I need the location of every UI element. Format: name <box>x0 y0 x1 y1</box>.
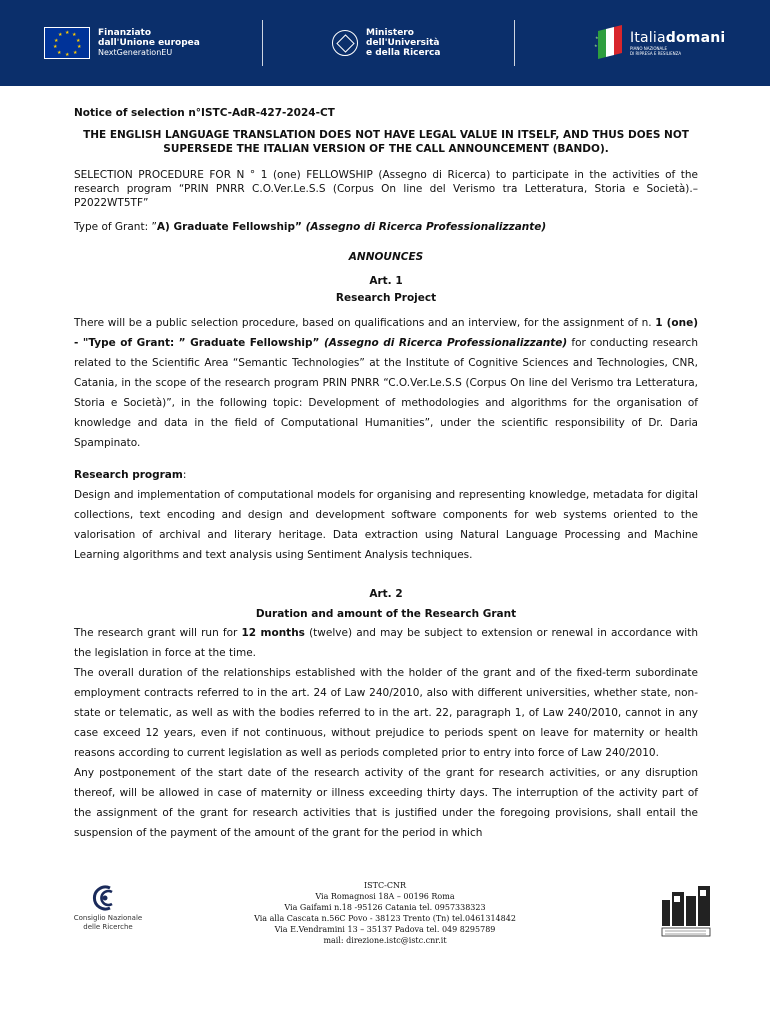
cnr-line-2: delle Ricerche <box>83 923 133 931</box>
eu-flag-icon: ★ ★ ★ ★ ★ ★ ★ ★ ★ ★ <box>44 27 90 59</box>
svg-text:★: ★ <box>594 43 598 48</box>
mur-line-3: e della Ricerca <box>366 48 441 58</box>
eu-line-2: dall'Unione europea <box>98 38 200 48</box>
art2-paragraph-1 <box>74 623 698 663</box>
announces-heading: ANNOUNCES <box>348 251 424 263</box>
art2-paragraph-2: The overall duration of the relationships established with the holder of the grant and of the fixed-term subordinate employment contracts referred to in the art. 24 of Law 240/2010, also with different universities, whether state, non-state or telematic, as well as with the bodies referred to in the art. 22, paragraph 1, of Law 240/2010, cannot in any case exceed 12 years, even if not continuous, without prejudice to periods spent on leave for maternity or health reasons according to current legislation as well as periods completed prior to entry into force of Law 240/2010. <box>74 667 698 759</box>
page-footer <box>0 878 770 968</box>
italy-flag-icon <box>594 25 624 61</box>
mur-text <box>366 28 440 58</box>
notice-heading: Notice of selection n°ISTC-AdR-427-2024-CT <box>74 107 335 119</box>
istc-address-block <box>210 880 560 946</box>
research-program-text: Design and implementation of computational models for organising and representing knowledge, metadata for digital collections, text encoding and design and development software components for web systems oriented to the valorisation of archival and literary heritage. Data extraction using Natural Language Processing and Machine Learning algorithms and text analysis using Sentiment Analysis techniques. <box>74 489 698 561</box>
research-program-colon: : <box>182 469 187 481</box>
eu-line-1: Finanziato <box>98 28 152 38</box>
italiadomani-brand-a: Italia <box>630 30 666 46</box>
funding-header-banner <box>0 0 770 86</box>
mur-logo-block <box>332 0 440 86</box>
header-divider <box>514 20 515 66</box>
cnr-name <box>68 914 148 932</box>
italiadomani-sub-1: PIANO NAZIONALE <box>630 46 668 51</box>
italiadomani-brand <box>630 30 725 46</box>
address-line: ISTC-CNR <box>364 881 406 890</box>
eu-line-3: NextGenerationEU <box>98 48 173 57</box>
selection-procedure: SELECTION PROCEDURE FOR N ° 1 (one) FELLOWSHIP (Assegno di Ricerca) to participate in the activities of the research program “PRIN PNRR C.O.Ver.Le.S.S (Corpus On line del Verismo tra Letteratura, Storia e Società).– P2022WT5TF” <box>74 169 698 209</box>
italiadomani-sub-2: DI RIPRESA E RESILIENZA <box>630 51 682 56</box>
art2-number: Art. 2 <box>369 588 403 600</box>
grant-type-line <box>74 220 698 234</box>
address-line: Via alla Cascata n.56C Povo - 38123 Trento (Tn) tel.0461314842 <box>254 914 516 923</box>
art2-title: Duration and amount of the Research Grant <box>255 608 517 620</box>
mur-line-1: Ministero <box>366 28 414 38</box>
art1-paragraph <box>74 313 698 453</box>
art1-text-b: 1 (one) - "Type of Grant: ” Graduate Fellowship” <box>74 317 698 349</box>
cnr-line-1: Consiglio Nazionale <box>73 914 143 922</box>
address-line: Via Gaifami n.18 -95126 Catania tel. 0957338323 <box>284 903 486 912</box>
header-divider <box>262 20 263 66</box>
research-program-label: Research program <box>74 469 183 481</box>
art2-paragraph-3: Any postponement of the start date of the research activity of the grant for research activities, or any disruption thereof, will be allowed in case of maternity or illness exceeding thirty days. The interruption of the activity part of the assignment of the grant for research activities that is justified under the foregoing provisions, shall entail the suspension of the payment of the amount of the grant for the period in which <box>74 767 698 839</box>
art1-text-c: (Assegno di Ricerca Professionalizzante) <box>323 337 568 349</box>
cnr-logo-icon <box>88 884 122 912</box>
art2-p1-a: The research grant will run for <box>74 627 242 639</box>
italiadomani-logo-block <box>594 0 725 86</box>
republic-emblem-icon <box>332 30 358 56</box>
art2-p1-c: (twelve) and may be subject to extension or renewal in accordance with the legislation in force at the time. <box>74 627 698 659</box>
research-program-heading <box>74 465 698 485</box>
svg-text:★: ★ <box>595 35 599 40</box>
eu-funding-text <box>98 28 200 58</box>
mur-line-2: dell'Università <box>366 38 440 48</box>
address-line: Via E.Vendramini 13 – 35137 Padova tel. 049 8295789 <box>274 925 496 934</box>
art2-p1-b: 12 months <box>241 627 305 639</box>
grant-type-italic: (Assegno di Ricerca Professionalizzante) <box>301 221 547 233</box>
art1-number: Art. 1 <box>369 275 403 287</box>
eu-logo-block <box>44 0 200 86</box>
art1-title: Research Project <box>335 292 437 304</box>
address-line: Via Romagnosi 18A – 00196 Roma <box>315 892 455 901</box>
translation-disclaimer: THE ENGLISH LANGUAGE TRANSLATION DOES NOT HAVE LEGAL VALUE IN ITSELF, AND THUS DOES NOT SUPERSEDE THE ITALIAN VERSION OF THE CALL ANNOUNCEMENT (BANDO). <box>83 129 689 155</box>
document-body <box>74 106 698 843</box>
art1-text-a: There will be a public selection procedure, based on qualifications and an interview, for the assignment of n. <box>74 317 656 329</box>
istc-logo-icon <box>660 882 712 938</box>
art1-text-d: for conducting research related to the Scientific Area “Semantic Technologies” at the Institute of Cognitive Sciences and Technologies, CNR, Catania, in the scope of the research program PRIN PNRR “C.O.Ver.Le.S.S (Corpus On line del Verismo tra Letteratura, Storia e Società)”, in the following topic: Development of methodologies and algorithms for the organisation of knowledge and data in the field of Computational Humanities”, under the scientific responsibility of Dr. Daria Spampinato. <box>74 337 698 449</box>
contact-email: mail: direzione.istc@istc.cnr.it <box>323 936 447 945</box>
italiadomani-brand-b: domani <box>665 30 726 46</box>
grant-type-prefix: Type of Grant: ” <box>74 221 157 233</box>
grant-type-bold: A) Graduate Fellowship” <box>156 221 302 233</box>
